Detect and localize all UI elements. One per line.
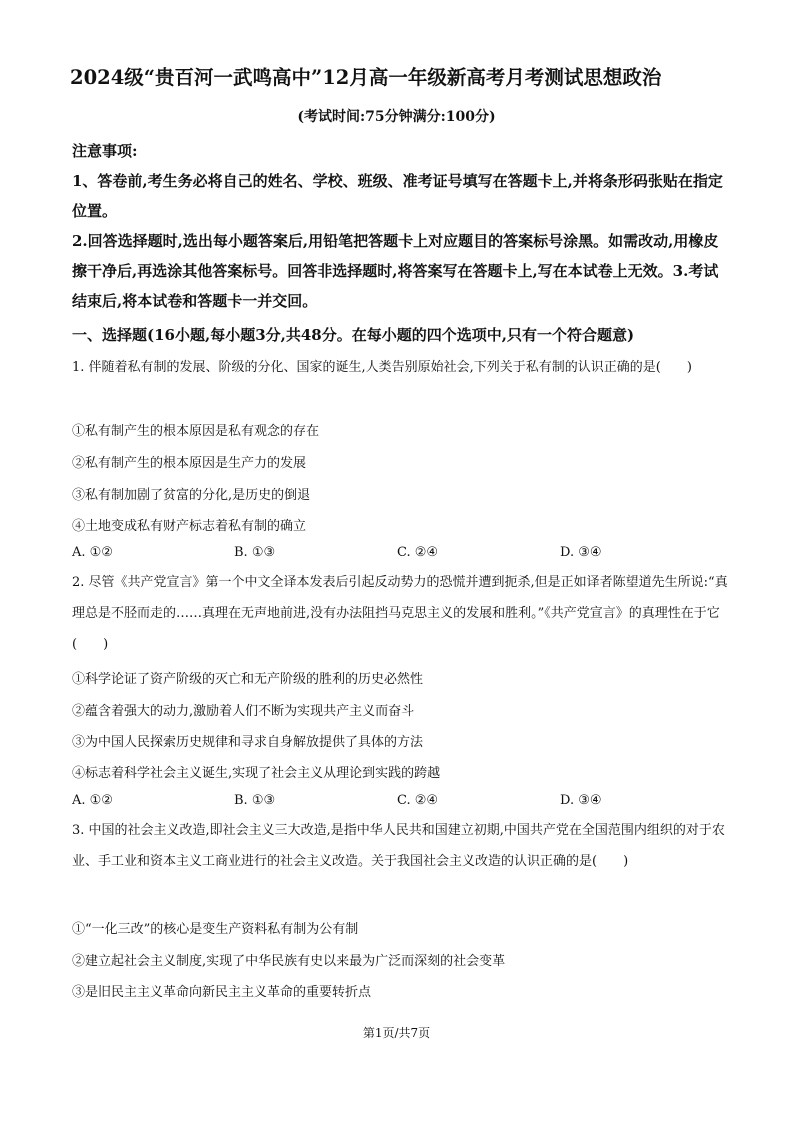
question-3-item-2: ②建立起社会主义制度,实现了中华民族有史以来最为广泛而深刻的社会变革 xyxy=(72,954,506,969)
question-1-option-d: D. ③④ xyxy=(560,545,602,560)
section-heading: 一、选择题(16小题,每小题3分,共48分。在每小题的四个选项中,只有一个符合题意) xyxy=(72,326,635,344)
question-1-item-2: ②私有制产生的根本原因是生产力的发展 xyxy=(72,456,307,471)
question-2-item-2: ②蕴含着强大的动力,激励着人们不断为实现共产主义而奋斗 xyxy=(72,704,415,719)
page-number: 第1页/共7页 xyxy=(362,1026,431,1040)
question-1-option-b: B. ①③ xyxy=(234,545,276,560)
question-2-options xyxy=(72,793,732,813)
question-2-item-4: ④标志着科学社会主义诞生,实现了社会主义从理论到实践的跨越 xyxy=(72,766,441,781)
question-1-option-a: A. ①② xyxy=(72,545,113,560)
question-2-item-1: ①科学论证了资产阶级的灭亡和无产阶级的胜利的历史必然性 xyxy=(72,672,424,687)
question-2-option-b: B. ①③ xyxy=(234,793,276,808)
exam-title: 2024级“贵百河一武鸣高中”12月高一年级新高考月考测试思想政治 xyxy=(70,66,662,89)
question-1-item-3: ③私有制加剧了贫富的分化,是历史的倒退 xyxy=(72,488,311,503)
notice-paragraph-2: 2.回答选择题时,选出每小题答案后,用铅笔把答题卡上对应题目的答案标号涂黑。如需改动,用橡皮擦干净后,再选涂其他答案标号。回答非选择题时,将答案写在答题卡上,写在本试卷上无效。3.考试结束后,将本试卷和答题卡一并交回。 xyxy=(72,232,719,310)
question-3-item-1: ①“一化三改”的核心是变生产资料私有制为公有制 xyxy=(72,922,359,937)
notice-paragraph-1: 1、答卷前,考生务必将自己的姓名、学校、班级、准考证号填写在答题卡上,并将条形码张贴在指定位置。 xyxy=(72,172,723,220)
question-2-stem: 2. 尽管《共产党宣言》第一个中文全译本发表后引起反动势力的恐慌并遭到扼杀,但是正如译者陈望道先生所说:“真理总是不胫而走的……真理在无声地前进,没有办法阻挡马克思主义的发展和胜利。”《共产党宣言》的真理性在于它( ) xyxy=(72,575,728,652)
exam-subtitle: (考试时间:75分钟满分:100分) xyxy=(297,109,496,125)
question-1-options xyxy=(72,545,732,565)
question-1-stem: 1. 伴随着私有制的发展、阶级的分化、国家的诞生,人类告别原始社会,下列关于私有制的认识正确的是( ) xyxy=(72,360,692,375)
question-1-option-c: C. ②④ xyxy=(397,545,439,560)
notice-heading: 注意事项: xyxy=(72,142,138,160)
question-1-item-1: ①私有制产生的根本原因是私有观念的存在 xyxy=(72,424,320,439)
question-2-option-a: A. ①② xyxy=(72,793,113,808)
question-2-item-3: ③为中国人民探索历史规律和寻求自身解放提供了具体的方法 xyxy=(72,735,424,750)
question-3-item-3: ③是旧民主主义革命向新民主主义革命的重要转折点 xyxy=(72,985,372,1000)
question-2-option-c: C. ②④ xyxy=(397,793,439,808)
question-2-option-d: D. ③④ xyxy=(560,793,602,808)
question-3-stem: 3. 中国的社会主义改造,即社会主义三大改造,是指中华人民共和国建立初期,中国共产党在全国范围内组织的对于农业、手工业和资本主义工商业进行的社会主义改造。关于我国社会主义改造的认识正确的是( ) xyxy=(72,823,725,869)
question-1-item-4: ④土地变成私有财产标志着私有制的确立 xyxy=(72,519,307,534)
